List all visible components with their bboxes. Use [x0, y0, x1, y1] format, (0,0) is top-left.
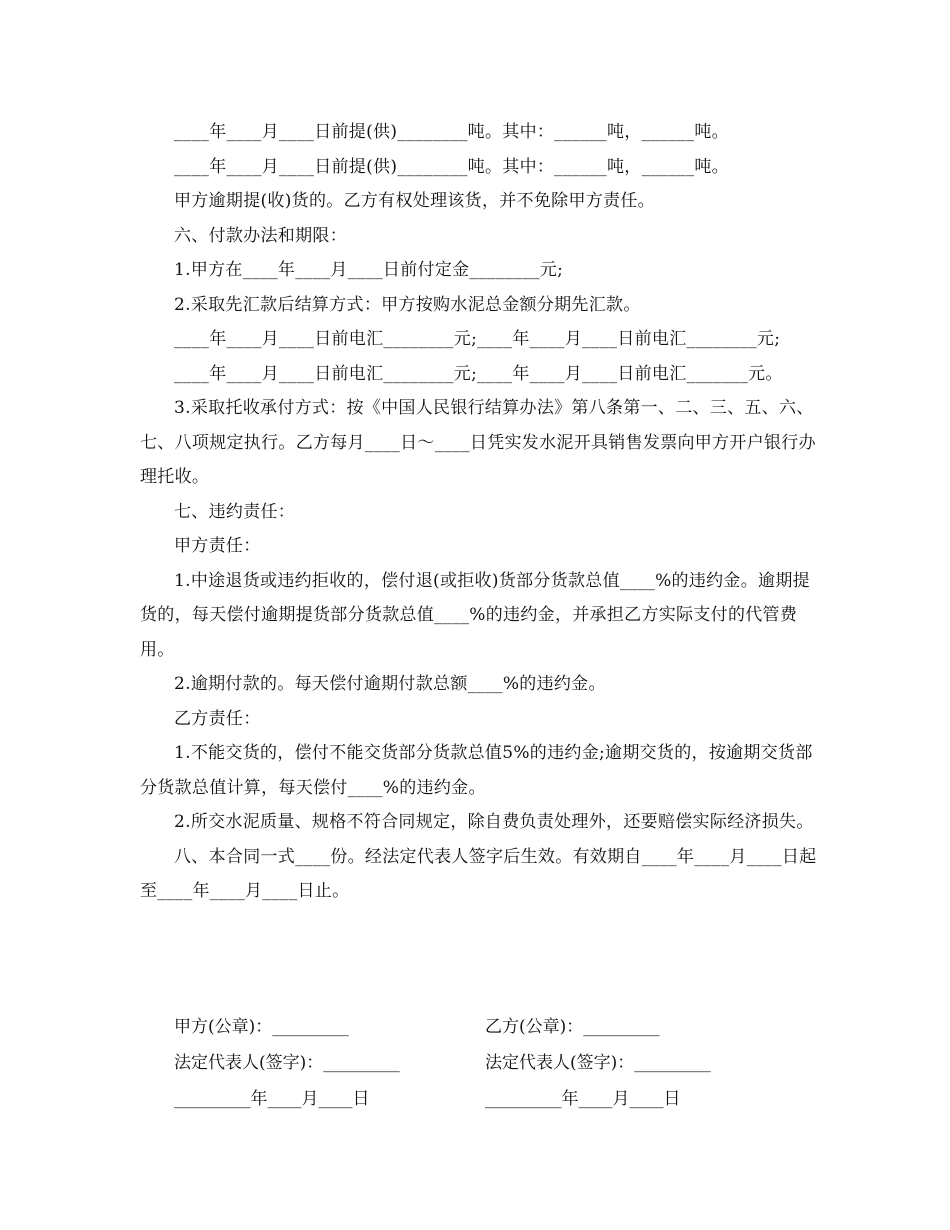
paragraph-party-b-quality: 2.所交水泥质量、规格不符合同规定，除自费负责处理外，还要赔偿实际经济损失。 [174, 812, 814, 832]
paragraph-party-b-non-delivery: 1.不能交货的，偿付不能交货部分货款总值5%的违约金;逾期交货的，按逾期交货部分货款总值计算，每天偿付____%的违约金。 [140, 743, 813, 798]
contract-body [140, 115, 820, 909]
party-b-date: _________年____月____日 [485, 1089, 681, 1109]
paragraph-collection-method: 3.采取托收承付方式：按《中国人民银行结算办法》第八条第一、二、三、五、六、七、八项规定执行。乙方每月____日～____日凭实发水泥开具销售发票向甲方开户银行办理托收。 [140, 398, 816, 487]
section-heading-liability: 七、违约责任： [174, 501, 296, 522]
signature-row-representative [140, 1045, 820, 1081]
paragraph-deposit: 1.甲方在____年____月____日前付定金________元; [174, 260, 564, 280]
party-b-seal: 乙方(公章)：_________ [485, 1017, 660, 1037]
paragraph-wire-schedule-1: ____年____月____日前电汇________元;____年____月____日前电汇________元; [174, 329, 781, 349]
subheading-party-b-liability: 乙方责任： [174, 708, 261, 729]
subheading-party-a-liability: 甲方责任： [174, 536, 261, 556]
section-heading-copies-validity: 八、本合同一式____份。经法定代表人签字后生效。有效期自____年____月____日起至____年____月____日止。 [140, 846, 817, 901]
party-a-date: _________年____月____日 [174, 1089, 370, 1109]
signature-row-date [140, 1081, 820, 1117]
section-heading-payment: 六、付款办法和期限： [174, 225, 347, 246]
paragraph-prepayment-method: 2.采取先汇款后结算方式：甲方按购水泥总金额分期先汇款。 [174, 294, 641, 315]
party-a-representative: 法定代表人(签字)：_________ [174, 1053, 400, 1073]
paragraph-delivery-schedule-1: ____年____月____日前提(供)________吨。其中：______吨，______吨。 [174, 122, 729, 142]
party-a-seal: 甲方(公章)：_________ [174, 1017, 349, 1037]
signature-block [140, 1009, 820, 1117]
paragraph-late-pickup: 甲方逾期提(收)货的。乙方有权处理该货，并不免除甲方责任。 [174, 191, 655, 211]
paragraph-delivery-schedule-2: ____年____月____日前提(供)________吨。其中：______吨，______吨。 [174, 156, 729, 177]
paragraph-wire-schedule-2: ____年____月____日前电汇________元;____年____月____日前电汇_______元。 [174, 363, 783, 384]
paragraph-party-a-rejection: 1.中途退货或违约拒收的，偿付退(或拒收)货部分货款总值____%的违约金。逾期提货的，每天偿付逾期提货部分货款总值____%的违约金，并承担乙方实际支付的代管费用。 [140, 570, 810, 660]
signature-row-seal [140, 1009, 820, 1045]
party-b-representative: 法定代表人(签字)：_________ [485, 1053, 711, 1073]
paragraph-party-a-late-payment: 2.逾期付款的。每天偿付逾期付款总额____%的违约金。 [174, 674, 606, 694]
